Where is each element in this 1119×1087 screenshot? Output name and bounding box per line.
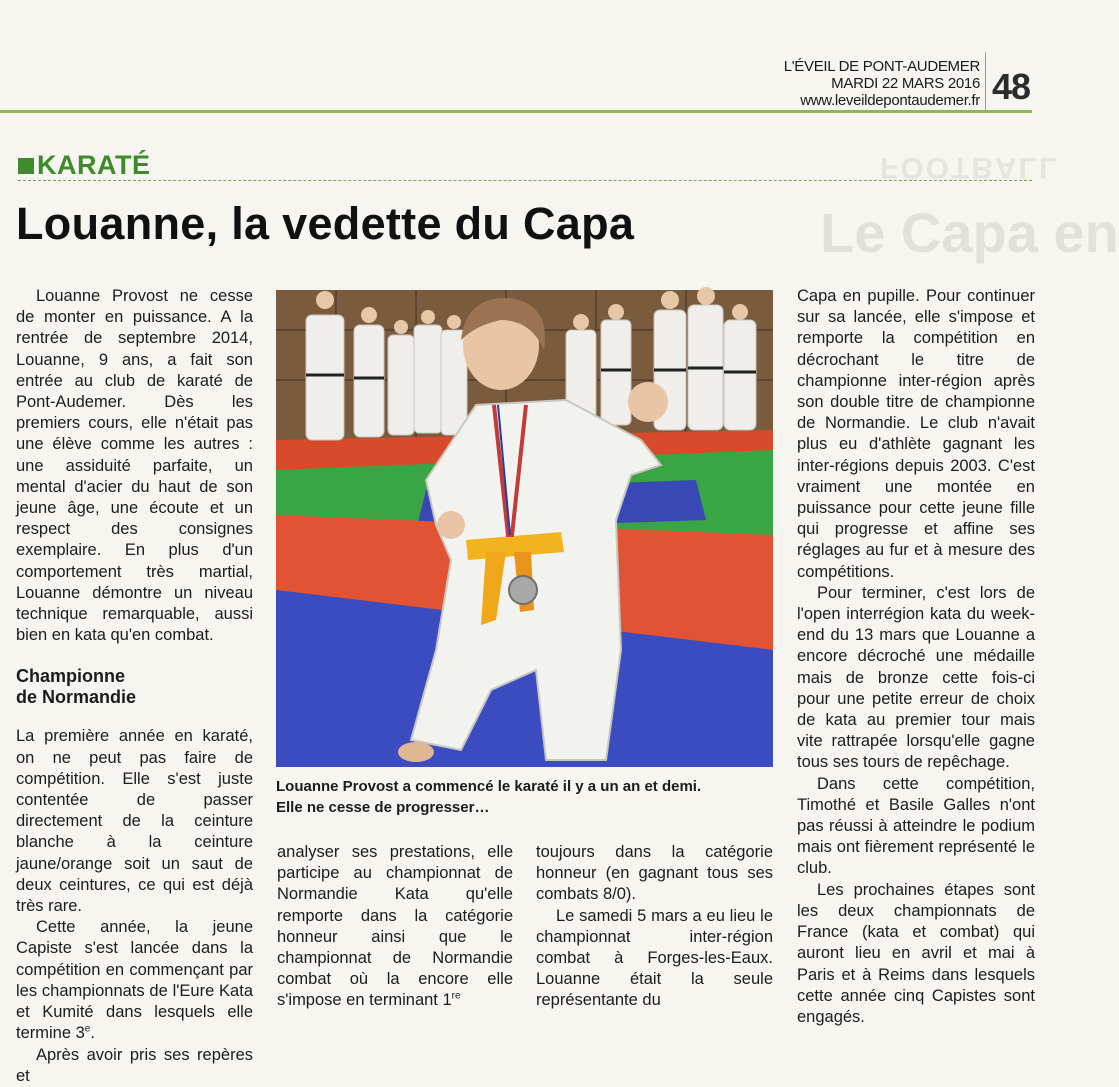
issue-date: MARDI 22 MARS 2016 <box>831 75 980 92</box>
article-subheading <box>16 666 253 708</box>
paragraph: Après avoir pris ses repères et <box>16 1045 253 1085</box>
article-column-4 <box>797 286 1035 1028</box>
photo-caption <box>276 776 773 818</box>
bleed-section-label: FOOTBALL <box>880 151 1060 184</box>
paragraph: Cette année, la jeune Capiste s'est lancée dans la compétition en commençant par les championnats de l'Eure Kata et Kumité dans lesquels elle termine 3e. <box>16 918 253 1043</box>
publication-name: L'ÉVEIL DE PONT-AUDEMER <box>783 58 980 75</box>
masthead <box>784 58 980 109</box>
section-rubric <box>18 150 151 181</box>
article-headline: Louanne, la vedette du Capa <box>16 198 635 249</box>
paragraph: analyser ses prestations, elle participe au championnat de Normandie Kata qu'elle remporte dans la catégorie honneur ainsi que le championnat de Normandie combat où la encore elle s'impose en terminant 1re <box>277 843 513 1010</box>
paragraph: Pour terminer, c'est lors de l'open interrégion kata du week-end du 13 mars que Louanne a encore décroché une médaille mais de bronze cette fois-ci pour une petite erreur de choix de kata au premier tour mais vite rattrapée lorsqu'elle gagne tous ses tours de repêchage. <box>797 583 1035 772</box>
top-rule <box>0 110 1032 113</box>
rubric-square-icon <box>18 158 34 174</box>
paragraph: Capa en pupille. Pour continuer sur sa lancée, elle s'impose et remporte la compétition en décrochant le titre de championne inter-région après son double titre de championne de Normandie. Le club n'avait plus eu d'athlète gagnant les inter-régions depuis 2003. C'est vraiment une montée en puissance pour cette jeune fille qui progresse et affine ses réglages au fur et à mesure des compétitions. <box>797 287 1035 581</box>
subheading-line: de Normandie <box>16 687 137 708</box>
page-number: 48 <box>992 66 1031 107</box>
article-column-3 <box>536 842 773 1012</box>
paragraph: Dans cette compétition, Timothé et Basile Galles n'ont pas réussi à atteindre le podium mais ont fièrement représenté le club. <box>797 774 1035 878</box>
masthead-divider <box>985 52 986 112</box>
bleed-headline: Le Capa en <box>820 201 1119 264</box>
paragraph: Le samedi 5 mars a eu lieu le championnat inter-région combat à Forges-les-Eaux. Louanne était la seule représentante du <box>536 906 773 1010</box>
subheading-line: Championne <box>16 666 126 687</box>
bleed-through-text <box>820 150 1119 290</box>
article-column-1 <box>16 286 253 1087</box>
rubric-rule <box>18 180 1032 181</box>
paragraph: Les prochaines étapes sont les deux championnats de France (kata et combat) qui auront lieu en avril et mai à Paris et à Reims dans lesquels cette année cinq Capistes sont engagés. <box>797 880 1035 1026</box>
paragraph: La première année en karaté, on ne peut pas faire de compétition. Elle s'est juste contentée de passer directement de la ceinture blanche à la ceinture jaune/orange soit un saut de deux ceintures, ce qui est déjà très rare. <box>16 727 253 916</box>
caption-line: Elle ne cesse de progresser… <box>276 799 490 816</box>
section-label: KARATÉ <box>37 150 151 180</box>
karate-photo-illustration <box>276 290 773 767</box>
paragraph: toujours dans la catégorie honneur (en gagnant tous ses combats 8/0). <box>536 843 773 904</box>
caption-line: Louanne Provost a commencé le karaté il y a un an et demi. <box>276 778 702 795</box>
article-photo <box>276 290 773 767</box>
paragraph: Louanne Provost ne cesse de monter en puissance. A la rentrée de septembre 2014, Louanne, 9 ans, a fait son entrée au club de karaté de Pont-Audemer. Dès les premiers cours, elle n'était pas une élève comme les autres : une assiduité parfaite, un mental d'acier du haut de son jeune âge, une écoute et un respect des consignes exemplaire. En plus d'un comportement très martial, Louanne démontre un niveau technique remarquable, aussi bien en kata qu'en combat. <box>16 287 253 645</box>
article-column-2 <box>277 842 513 1012</box>
website-url: www.leveildepontaudemer.fr <box>800 92 980 109</box>
